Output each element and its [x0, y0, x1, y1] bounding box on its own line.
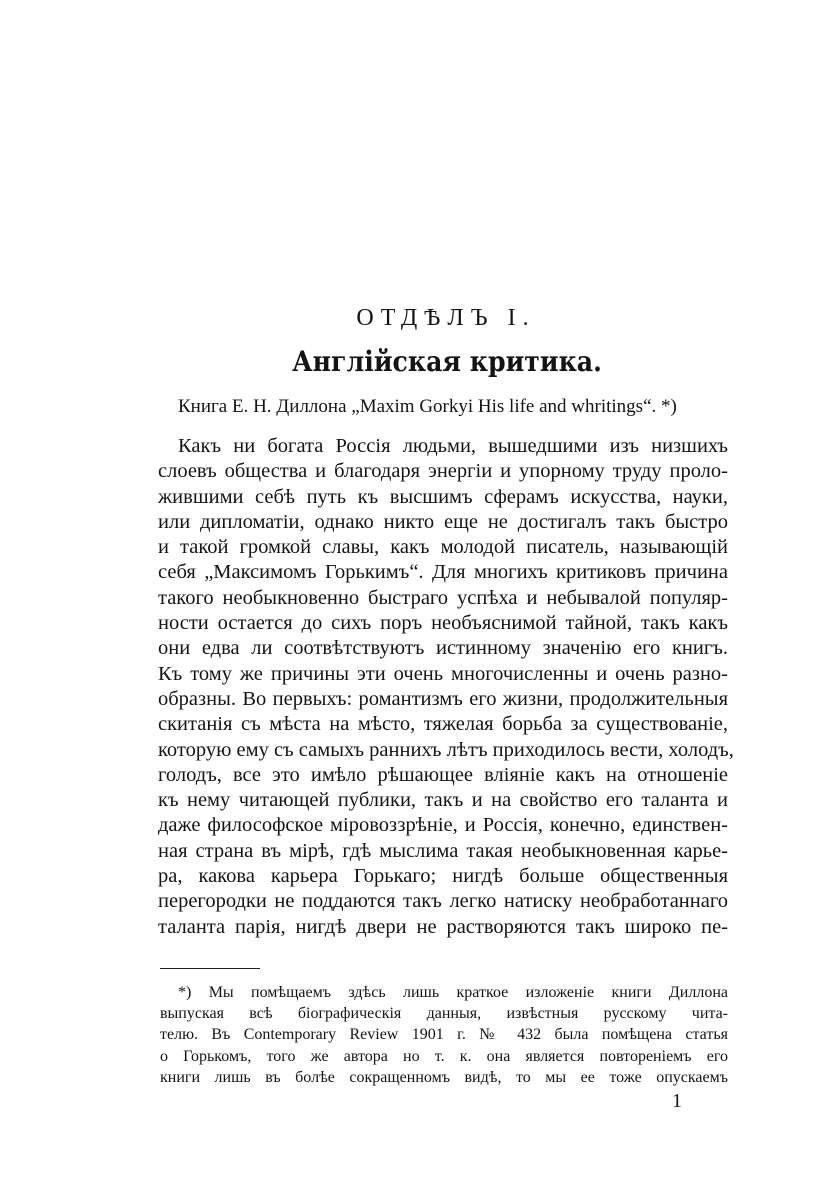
body-line: перегородки не поддаются такъ легко натиску необработаннаго: [158, 890, 728, 913]
body-line: и такой громкой славы, какъ молодой писатель, называющій: [158, 536, 728, 559]
body-line: Къ тому же причины эти очень многочисленны и очень разно-: [158, 662, 728, 685]
body-line: жившими себѣ путь къ высшимъ сферамъ искусства, науки,: [158, 485, 728, 508]
body-line: голодъ, все это имѣло рѣшающее вліяніе какъ на отношеніе: [158, 763, 728, 786]
body-line: такого необыкновенно быстраго успѣха и небывалой популяр-: [158, 586, 728, 609]
body-line: образны. Во первыхъ: романтизмъ его жизни, продолжительныя: [158, 687, 728, 710]
footnote-divider: [160, 968, 260, 969]
body-line: которую ему съ самыхъ раннихъ лѣтъ приходилось вести, холодъ,: [158, 738, 734, 761]
body-line: ная страна въ мірѣ, гдѣ мыслима такая необыкновенная карье-: [158, 839, 728, 862]
footnote-line: выпуская всѣ біографическія данныя, извѣстныя русскому чита-: [160, 1005, 728, 1023]
footnote-line: о Горькомъ, того же автора но т. к. она является повтореніемъ его: [160, 1047, 728, 1065]
body-line: даже философское міровоззрѣніе, и Россія, конечно, единствен-: [158, 814, 728, 837]
footnote-line: *) Мы помѣщаемъ здѣсь лишь краткое изложеніе книги Диллона: [178, 984, 728, 1001]
footnote-line: телю. Въ Contemporary Review 1901 г. № 432 была помѣщена статья: [160, 1026, 728, 1044]
body-line: себя „Максимомъ Горькимъ“. Для многихъ критиковъ причина: [158, 561, 728, 584]
section-title: ОТДѢЛЪ I.: [356, 305, 536, 331]
body-line: Какъ ни богата Россія людьми, вышедшими изъ низшихъ: [178, 435, 728, 457]
chapter-heading: Англійская критика.: [292, 345, 602, 378]
body-text: [158, 434, 734, 940]
footnote-line: книги лишь въ болѣе сокращенномъ видѣ, то мы ее тоже опускаемъ: [160, 1068, 728, 1086]
page-number: 1: [672, 1090, 682, 1112]
footnote: [160, 982, 728, 1088]
body-line: ности остается до сихъ поръ необъяснимой тайной, такъ какъ: [158, 612, 728, 635]
body-line: къ нему читающей публики, такъ и на свойство его таланта и: [158, 789, 728, 812]
body-line: таланта парія, нигдѣ двери не растворяются такъ широко пе-: [158, 915, 728, 938]
body-line: они едва ли соотвѣтствуютъ истинному значенію его книгъ.: [158, 637, 728, 660]
book-subheading: Книга Е. Н. Диллона „Maxim Gorkyi His life and whritings“. *): [178, 396, 677, 417]
body-line: скитанія съ мѣста на мѣсто, тяжелая борьба за существованіе,: [158, 713, 728, 736]
body-line: ра, какова карьера Горькаго; нигдѣ больше общественныя: [158, 865, 728, 888]
body-line: слоевъ общества и благодаря энергіи и упорному труду проло-: [158, 460, 728, 483]
body-line: или дипломатіи, однако никто еще не достигалъ такъ быстро: [158, 510, 728, 533]
